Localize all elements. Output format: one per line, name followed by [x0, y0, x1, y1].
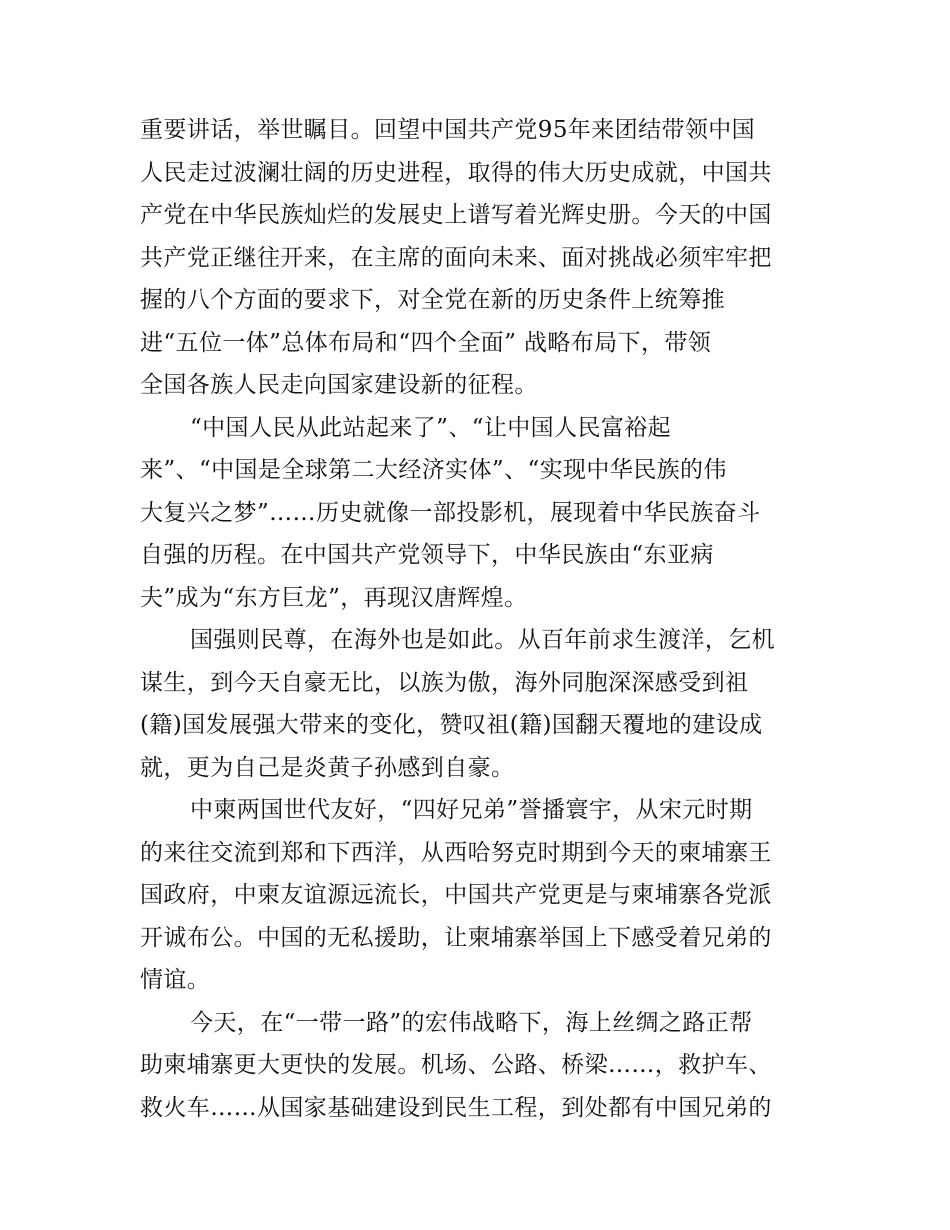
text-line: 重要讲话，举世瞩目。回望中国共产党95年来团结带领中国 [140, 117, 756, 143]
text-line: 救火车……从国家基础建设到民生工程，到处都有中国兄弟的 [140, 1094, 772, 1121]
text-line: “中国人民从此站起来了”、“让中国人民富裕起 [190, 414, 672, 441]
text-line: 开诚布公。中国的无私援助，让柬埔寨举国上下感受着兄弟的 [140, 924, 772, 951]
text-line: 今天，在“一带一路”的宏伟战略下，海上丝绸之路正帮 [190, 1009, 753, 1036]
text-line: 自强的历程。在中国共产党领导下，中华民族由“东亚病 [140, 542, 714, 568]
text-line: (籍)国发展强大带来的变化，赞叹祖(籍)国翻天覆地的建设成 [140, 712, 763, 738]
text-line: 就，更为自己是炎黄子孙感到自豪。 [140, 754, 515, 781]
text-line: 谋生，到今天自豪无比，以族为傲，海外同胞深深感受到祖 [140, 669, 749, 696]
text-line: 的来往交流到郑和下西洋，从西哈努克时期到今天的柬埔寨王 [140, 839, 772, 866]
text-line: 中柬两国世代友好，“四好兄弟”誉播寰宇，从宋元时期 [190, 797, 753, 823]
text-line: 产党在中华民族灿烂的发展史上谱写着光辉史册。今天的中国 [140, 202, 772, 228]
text-line: 国政府，中柬友谊源远流长，中国共产党更是与柬埔寨各党派 [140, 882, 772, 908]
body-text [140, 109, 812, 1129]
text-line: 来”、“中国是全球第二大经济实体”、“实现中华民族的伟 [140, 457, 727, 483]
text-line: 国强则民尊，在海外也是如此。从百年前求生渡洋，乞机 [190, 627, 775, 653]
text-line: 大复兴之梦”……历史就像一部投影机，展现着中华民族奋斗 [140, 499, 761, 526]
text-line: 人民走过波澜壮阔的历史进程，取得的伟大历史成就，中国共 [140, 159, 772, 186]
text-line: 助柬埔寨更大更快的发展。机场、公路、桥梁……，救护车、 [140, 1052, 772, 1078]
text-line: 握的八个方面的要求下，对全党在新的历史条件上统筹推 [140, 287, 725, 313]
text-line: 全国各族人民走向国家建设新的征程。 [140, 372, 538, 398]
text-line: 进“五位一体”总体布局和“四个全面” 战略布局下，带领 [140, 329, 712, 356]
text-line: 情谊。 [140, 967, 211, 993]
text-line: 共产党正继往开来，在主席的面向未来、面对挑战必须牢牢把 [140, 244, 772, 271]
text-line: 夫”成为“东方巨龙”，再现汉唐辉煌。 [140, 584, 528, 611]
